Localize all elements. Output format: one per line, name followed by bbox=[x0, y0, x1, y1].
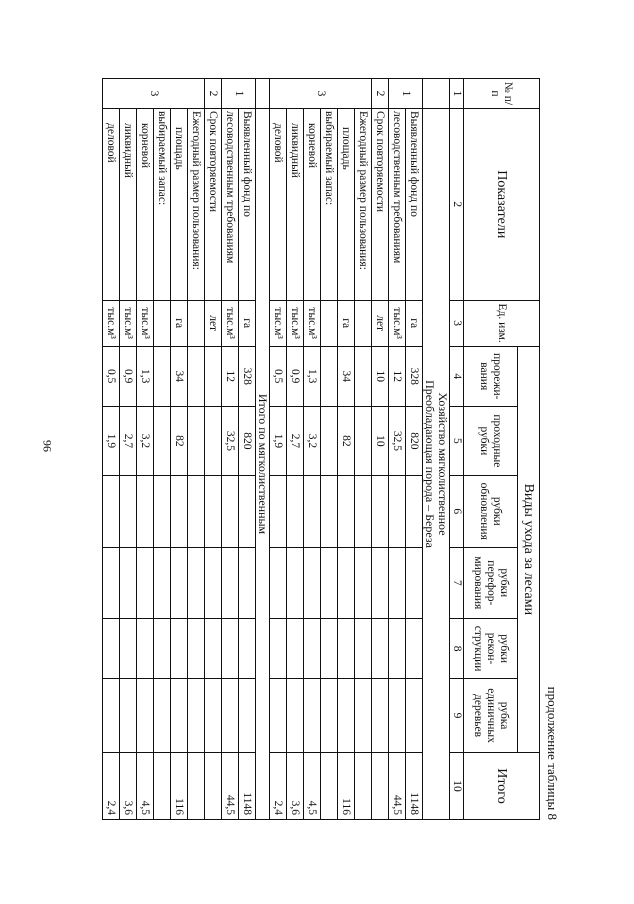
value-cell bbox=[355, 406, 372, 475]
value-cell bbox=[389, 619, 406, 679]
unit-cell: га bbox=[338, 300, 355, 346]
table-row bbox=[355, 79, 372, 820]
value-cell: 2,7 bbox=[120, 406, 137, 475]
value-cell: 0,5 bbox=[270, 346, 287, 406]
section-title bbox=[423, 109, 450, 820]
unit-cell: тыс.м³ bbox=[222, 300, 239, 346]
value-cell: 1,3 bbox=[137, 346, 154, 406]
value-cell bbox=[372, 619, 389, 679]
indicator-cell: Ежегодный размер пользования: bbox=[188, 109, 205, 301]
value-cell: 12 bbox=[222, 346, 239, 406]
value-cell bbox=[270, 547, 287, 619]
value-cell bbox=[222, 476, 239, 548]
section-title bbox=[256, 109, 270, 820]
col-number: 3 bbox=[450, 300, 464, 346]
value-cell bbox=[406, 547, 423, 619]
section-title-row bbox=[423, 79, 450, 820]
header-total: Итого bbox=[464, 752, 540, 819]
value-cell bbox=[154, 476, 171, 548]
value-cell: 2,4 bbox=[103, 752, 120, 819]
value-cell bbox=[103, 679, 120, 753]
value-cell bbox=[389, 679, 406, 753]
value-cell: 10 bbox=[372, 406, 389, 475]
unit-cell: га bbox=[239, 300, 256, 346]
rotated-table-page bbox=[105, 78, 562, 820]
value-cell bbox=[355, 346, 372, 406]
table-row bbox=[137, 79, 154, 820]
header-indicator: Показатели bbox=[464, 109, 540, 301]
row-number: 1 bbox=[389, 79, 423, 109]
value-cell bbox=[355, 619, 372, 679]
indicator-cell: корневой bbox=[137, 109, 154, 301]
unit-cell: лет bbox=[372, 300, 389, 346]
value-cell bbox=[304, 476, 321, 548]
value-cell bbox=[321, 679, 338, 753]
value-cell bbox=[103, 476, 120, 548]
value-cell: 116 bbox=[171, 752, 188, 819]
value-cell: 32,5 bbox=[389, 406, 406, 475]
value-cell bbox=[154, 346, 171, 406]
table-row bbox=[154, 79, 171, 820]
value-cell bbox=[205, 679, 222, 753]
value-cell bbox=[321, 752, 338, 819]
unit-cell: тыс.м³ bbox=[120, 300, 137, 346]
unit-cell: тыс.м³ bbox=[287, 300, 304, 346]
value-cell bbox=[137, 619, 154, 679]
value-cell bbox=[270, 476, 287, 548]
col-number: 7 bbox=[450, 547, 464, 619]
col-number: 1 bbox=[450, 79, 464, 109]
indicator-cell: деловой bbox=[270, 109, 287, 301]
value-cell: 2,4 bbox=[270, 752, 287, 819]
unit-cell bbox=[154, 300, 171, 346]
col-number: 6 bbox=[450, 476, 464, 548]
value-cell bbox=[239, 476, 256, 548]
value-cell bbox=[355, 752, 372, 819]
value-cell: 3,6 bbox=[120, 752, 137, 819]
value-cell: 1148 bbox=[406, 752, 423, 819]
continuation-caption: продолжение таблицы 8 bbox=[545, 686, 560, 820]
value-cell bbox=[154, 547, 171, 619]
value-cell: 1,9 bbox=[103, 406, 120, 475]
value-cell bbox=[188, 406, 205, 475]
value-cell bbox=[338, 547, 355, 619]
value-cell: 3,2 bbox=[137, 406, 154, 475]
table-row bbox=[222, 79, 239, 820]
value-cell: 0,5 bbox=[103, 346, 120, 406]
section-title-line: Преобладающая порода – Береза bbox=[423, 380, 437, 548]
value-cell: 116 bbox=[338, 752, 355, 819]
indicator-cell: лесоводственным требованиям bbox=[222, 109, 239, 301]
value-cell bbox=[270, 619, 287, 679]
header-pass: проходные рубки bbox=[464, 406, 518, 475]
unit-cell: лет bbox=[205, 300, 222, 346]
value-cell: 2,7 bbox=[287, 406, 304, 475]
value-cell bbox=[222, 679, 239, 753]
unit-cell bbox=[321, 300, 338, 346]
value-cell bbox=[355, 679, 372, 753]
header-renewal: рубки обновления bbox=[464, 476, 518, 548]
value-cell: 82 bbox=[338, 406, 355, 475]
value-cell: 328 bbox=[406, 346, 423, 406]
value-cell bbox=[239, 547, 256, 619]
value-cell bbox=[154, 679, 171, 753]
header-unit: Ед. изм. bbox=[464, 300, 540, 346]
row-number: 3 bbox=[270, 79, 372, 109]
col-number: 2 bbox=[450, 109, 464, 301]
value-cell bbox=[304, 679, 321, 753]
indicator-cell: Срок повторяемости bbox=[205, 109, 222, 301]
value-cell bbox=[406, 476, 423, 548]
value-cell bbox=[239, 619, 256, 679]
table-row bbox=[338, 79, 355, 820]
indicator-cell: ликвидный bbox=[120, 109, 137, 301]
value-cell bbox=[321, 476, 338, 548]
value-cell bbox=[239, 679, 256, 753]
value-cell bbox=[304, 547, 321, 619]
value-cell bbox=[120, 547, 137, 619]
header-reform: рубки перефор-мирования bbox=[464, 547, 518, 619]
row-number: 2 bbox=[205, 79, 222, 109]
value-cell bbox=[205, 476, 222, 548]
table-row bbox=[270, 79, 287, 820]
value-cell bbox=[171, 679, 188, 753]
section-title-row bbox=[256, 79, 270, 820]
value-cell bbox=[338, 476, 355, 548]
indicator-cell: Выявленный фонд по bbox=[406, 109, 423, 301]
indicator-cell: корневой bbox=[304, 109, 321, 301]
value-cell: 34 bbox=[171, 346, 188, 406]
value-cell bbox=[355, 476, 372, 548]
value-cell bbox=[188, 346, 205, 406]
value-cell bbox=[321, 406, 338, 475]
value-cell bbox=[205, 406, 222, 475]
value-cell: 3,2 bbox=[304, 406, 321, 475]
value-cell bbox=[321, 619, 338, 679]
col-number: 8 bbox=[450, 619, 464, 679]
value-cell: 1,9 bbox=[270, 406, 287, 475]
value-cell bbox=[372, 752, 389, 819]
value-cell bbox=[120, 679, 137, 753]
value-cell bbox=[188, 752, 205, 819]
value-cell bbox=[188, 679, 205, 753]
unit-cell: тыс.м³ bbox=[304, 300, 321, 346]
indicator-cell: деловой bbox=[103, 109, 120, 301]
header-care-types: Виды ухода за лесами bbox=[518, 346, 540, 752]
value-cell bbox=[205, 346, 222, 406]
value-cell bbox=[338, 679, 355, 753]
table-row bbox=[205, 79, 222, 820]
table-row bbox=[188, 79, 205, 820]
value-cell: 10 bbox=[372, 346, 389, 406]
table-row bbox=[103, 79, 120, 820]
value-cell bbox=[188, 619, 205, 679]
value-cell bbox=[406, 619, 423, 679]
header-recon: рубки рекон-струкции bbox=[464, 619, 518, 679]
value-cell bbox=[270, 679, 287, 753]
unit-cell bbox=[355, 300, 372, 346]
value-cell bbox=[154, 752, 171, 819]
unit-cell: тыс.м³ bbox=[270, 300, 287, 346]
value-cell: 820 bbox=[239, 406, 256, 475]
table-row bbox=[321, 79, 338, 820]
value-cell: 34 bbox=[338, 346, 355, 406]
indicator-cell: лесоводственным требованиям bbox=[389, 109, 406, 301]
table-row bbox=[389, 79, 406, 820]
col-number: 10 bbox=[450, 752, 464, 819]
unit-cell: га bbox=[171, 300, 188, 346]
value-cell: 1148 bbox=[239, 752, 256, 819]
table-row bbox=[304, 79, 321, 820]
value-cell bbox=[287, 679, 304, 753]
value-cell: 82 bbox=[171, 406, 188, 475]
value-cell bbox=[120, 476, 137, 548]
value-cell bbox=[321, 346, 338, 406]
value-cell bbox=[154, 619, 171, 679]
table-row bbox=[406, 79, 423, 820]
value-cell bbox=[171, 547, 188, 619]
value-cell bbox=[321, 547, 338, 619]
value-cell: 3,6 bbox=[287, 752, 304, 819]
value-cell bbox=[137, 679, 154, 753]
value-cell: 44,5 bbox=[222, 752, 239, 819]
row-number: 1 bbox=[222, 79, 256, 109]
table-row bbox=[287, 79, 304, 820]
value-cell bbox=[188, 476, 205, 548]
value-cell bbox=[171, 476, 188, 548]
value-cell bbox=[205, 752, 222, 819]
value-cell bbox=[287, 476, 304, 548]
value-cell bbox=[406, 679, 423, 753]
value-cell: 4,5 bbox=[137, 752, 154, 819]
value-cell bbox=[103, 619, 120, 679]
value-cell bbox=[205, 547, 222, 619]
value-cell bbox=[304, 619, 321, 679]
value-cell bbox=[389, 547, 406, 619]
section-title-line: Хозяйство мягколиственное bbox=[436, 392, 450, 536]
col-number: 4 bbox=[450, 346, 464, 406]
unit-cell: тыс.м³ bbox=[103, 300, 120, 346]
header-no: № п/п bbox=[464, 79, 540, 109]
value-cell bbox=[389, 476, 406, 548]
indicator-cell: Срок повторяемости bbox=[372, 109, 389, 301]
value-cell bbox=[205, 619, 222, 679]
unit-cell: га bbox=[406, 300, 423, 346]
forest-care-table bbox=[102, 78, 540, 820]
table-row bbox=[239, 79, 256, 820]
indicator-cell: выбираемый запас: bbox=[154, 109, 171, 301]
indicator-cell: площадь bbox=[338, 109, 355, 301]
value-cell bbox=[222, 619, 239, 679]
row-number: 2 bbox=[372, 79, 389, 109]
value-cell bbox=[222, 547, 239, 619]
value-cell: 820 bbox=[406, 406, 423, 475]
value-cell: 1,3 bbox=[304, 346, 321, 406]
value-cell bbox=[287, 619, 304, 679]
value-cell bbox=[154, 406, 171, 475]
col-number: 5 bbox=[450, 406, 464, 475]
indicator-cell: выбираемый запас: bbox=[321, 109, 338, 301]
indicator-cell: Ежегодный размер пользования: bbox=[355, 109, 372, 301]
value-cell bbox=[372, 476, 389, 548]
value-cell: 32,5 bbox=[222, 406, 239, 475]
value-cell bbox=[372, 547, 389, 619]
value-cell bbox=[137, 476, 154, 548]
table-row bbox=[120, 79, 137, 820]
page-number: 96 bbox=[40, 440, 54, 452]
value-cell: 0,9 bbox=[287, 346, 304, 406]
value-cell bbox=[120, 619, 137, 679]
col-number: 9 bbox=[450, 679, 464, 753]
value-cell: 12 bbox=[389, 346, 406, 406]
value-cell bbox=[372, 679, 389, 753]
table-row bbox=[372, 79, 389, 820]
header-thinning: прорежи-вания bbox=[464, 346, 518, 406]
value-cell bbox=[338, 619, 355, 679]
indicator-cell: Выявленный фонд по bbox=[239, 109, 256, 301]
value-cell: 328 bbox=[239, 346, 256, 406]
row-number: 3 bbox=[103, 79, 205, 109]
value-cell bbox=[188, 547, 205, 619]
unit-cell: тыс.м³ bbox=[137, 300, 154, 346]
value-cell bbox=[355, 547, 372, 619]
unit-cell: тыс.м³ bbox=[389, 300, 406, 346]
value-cell bbox=[103, 547, 120, 619]
table-row bbox=[171, 79, 188, 820]
unit-cell bbox=[188, 300, 205, 346]
value-cell: 0,9 bbox=[120, 346, 137, 406]
value-cell: 44,5 bbox=[389, 752, 406, 819]
value-cell: 4,5 bbox=[304, 752, 321, 819]
value-cell bbox=[137, 547, 154, 619]
indicator-cell: ликвидный bbox=[287, 109, 304, 301]
value-cell bbox=[287, 547, 304, 619]
indicator-cell: площадь bbox=[171, 109, 188, 301]
section-title-line: Итого по мягколиственным bbox=[256, 393, 270, 535]
value-cell bbox=[171, 619, 188, 679]
header-single: рубка единичных деревьев bbox=[464, 679, 518, 753]
